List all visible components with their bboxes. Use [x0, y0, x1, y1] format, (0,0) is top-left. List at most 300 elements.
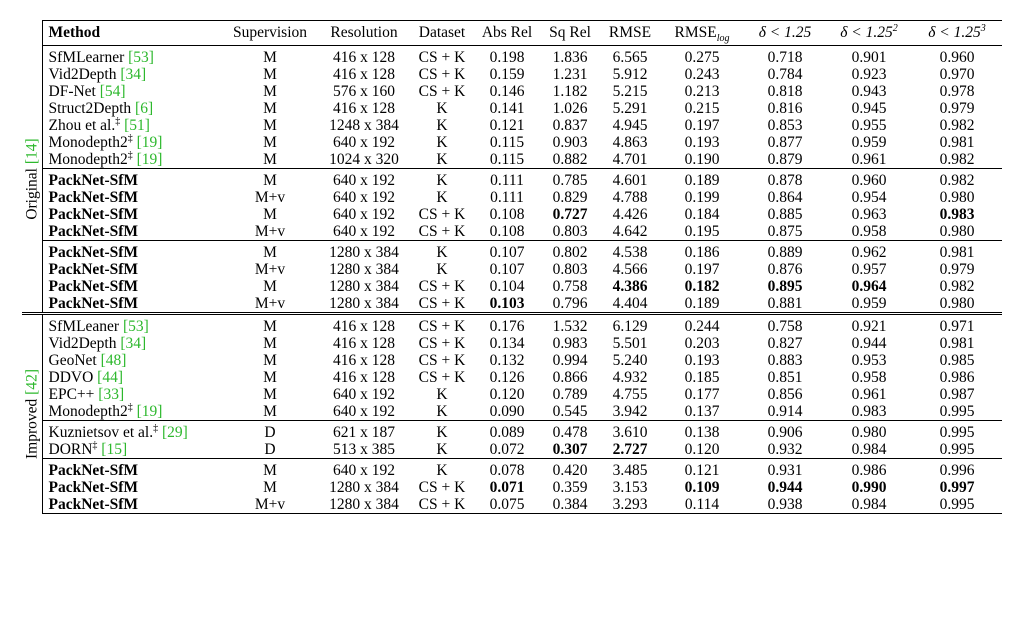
resolution-cell: 640 x 192 — [333, 386, 395, 403]
table-row — [22, 459, 1002, 480]
delta1-cell: 0.881 — [767, 295, 803, 312]
method-cell — [42, 223, 222, 241]
rmse-log-cell: 0.203 — [684, 335, 720, 352]
category-cell — [22, 46, 42, 314]
dataset-cell: CS + K — [418, 206, 466, 223]
citation-ref: [53] — [128, 49, 154, 66]
abs-rel-cell: 0.126 — [489, 369, 525, 386]
rmse-cell: 3.293 — [600, 496, 660, 514]
supervision-cell: M — [222, 241, 318, 262]
category-ref: [14] — [23, 138, 41, 164]
rmse-log-cell: 0.184 — [684, 206, 720, 223]
supervision-cell: M+v — [254, 295, 286, 312]
resolution-cell: 640 x 192 — [333, 206, 395, 223]
delta2-cell: 0.962 — [826, 241, 912, 262]
method-name: PackNet-SfM — [48, 496, 139, 513]
supervision-cell: M — [263, 206, 277, 223]
delta2-cell: 0.945 — [851, 100, 887, 117]
rmse-cell: 4.945 — [612, 117, 648, 134]
supervision-cell: M+v — [254, 189, 286, 206]
delta2-cell: 0.957 — [851, 261, 887, 278]
table-row — [22, 223, 1002, 241]
method-name: PackNet-SfM — [48, 244, 139, 261]
abs-rel-cell: 0.071 — [489, 479, 525, 496]
abs-rel-cell: 0.108 — [489, 223, 525, 240]
category-cell — [22, 314, 42, 514]
sq-rel-cell: 0.420 — [540, 459, 600, 480]
header-sq-rel: Sq Rel — [540, 21, 600, 46]
delta1-cell: 0.758 — [744, 314, 826, 336]
dataset-cell: K — [436, 189, 448, 206]
delta1-cell: 0.932 — [767, 441, 803, 458]
delta1-cell: 0.827 — [767, 335, 803, 352]
table-row — [22, 66, 1002, 83]
rmse-log-cell: 0.137 — [684, 403, 720, 420]
rmse-cell: 4.755 — [612, 386, 648, 403]
rmse-cell: 4.566 — [612, 261, 648, 278]
method-name: DDVO — [48, 369, 94, 386]
abs-rel-cell: 0.090 — [489, 403, 525, 420]
method-cell — [42, 295, 222, 314]
rmse-cell: 5.501 — [612, 335, 648, 352]
sq-rel-cell: 1.182 — [552, 83, 588, 100]
sq-rel-cell: 0.796 — [552, 295, 588, 312]
citation-ref: [34] — [120, 335, 147, 352]
resolution-cell: 416 x 128 — [333, 369, 395, 386]
method-cell — [42, 261, 222, 278]
method-cell — [42, 459, 222, 480]
supervision-cell: M — [263, 100, 277, 117]
category-label — [23, 138, 40, 219]
category-header-spacer — [22, 21, 42, 46]
dagger-mark: ‡ — [115, 115, 121, 127]
dagger-mark: ‡ — [127, 149, 133, 161]
method-cell — [42, 386, 222, 403]
rmse-cell: 6.565 — [612, 49, 648, 66]
delta2-cell: 0.963 — [851, 206, 887, 223]
sq-rel-cell: 0.478 — [540, 421, 600, 442]
dataset-cell: CS + K — [418, 369, 466, 386]
delta1-cell: 0.914 — [767, 403, 803, 420]
delta1-cell: 0.906 — [744, 421, 826, 442]
resolution-cell: 640 x 192 — [318, 459, 410, 480]
delta1-cell: 0.885 — [767, 206, 803, 223]
abs-rel-cell: 0.132 — [489, 352, 525, 369]
citation-ref: [15] — [101, 441, 128, 458]
rmse-log-cell: 0.213 — [684, 83, 720, 100]
sq-rel-cell: 0.789 — [552, 386, 588, 403]
abs-rel-cell: 0.141 — [489, 100, 525, 117]
method-cell — [42, 441, 222, 459]
delta3-cell: 0.979 — [939, 261, 975, 278]
abs-rel-cell: 0.089 — [474, 421, 540, 442]
method-name: PackNet-SfM — [48, 206, 139, 223]
results-table — [22, 20, 1002, 514]
delta1-cell: 0.895 — [767, 278, 803, 295]
delta3-cell: 0.987 — [939, 386, 975, 403]
sq-rel-cell: 0.829 — [552, 189, 588, 206]
resolution-cell: 416 x 128 — [318, 314, 410, 336]
dataset-cell: CS + K — [418, 278, 466, 295]
delta1-cell: 0.875 — [767, 223, 803, 240]
method-name: GeoNet — [48, 352, 97, 369]
header-abs-rel: Abs Rel — [474, 21, 540, 46]
sq-rel-cell: 0.882 — [552, 151, 588, 168]
rmse-log-cell: 0.193 — [684, 352, 720, 369]
method-cell — [42, 134, 222, 151]
delta3-cell: 0.982 — [939, 151, 975, 168]
rmse-cell: 4.701 — [612, 151, 648, 168]
delta3-cell: 0.979 — [939, 100, 975, 117]
delta3-cell: 0.971 — [912, 314, 1002, 336]
abs-rel-cell: 0.107 — [489, 261, 525, 278]
delta2-cell: 0.958 — [851, 223, 887, 240]
dataset-cell: K — [436, 261, 448, 278]
delta1-cell: 0.851 — [767, 369, 803, 386]
delta2-cell: 0.986 — [826, 459, 912, 480]
sq-rel-cell: 0.785 — [540, 169, 600, 190]
table-row — [22, 314, 1002, 336]
rmse-cell: 6.129 — [600, 314, 660, 336]
rmse-cell: 4.642 — [612, 223, 648, 240]
rmse-log-cell: 0.120 — [684, 441, 720, 458]
delta3-cell: 0.980 — [939, 295, 975, 312]
rmse-log-cell: 0.177 — [684, 386, 720, 403]
citation-ref: [53] — [122, 318, 149, 335]
rmse-log-cell: 0.199 — [684, 189, 720, 206]
delta3-cell: 0.970 — [939, 66, 975, 83]
delta3-cell: 0.981 — [912, 241, 1002, 262]
dataset-cell: K — [410, 421, 474, 442]
table-row — [22, 83, 1002, 100]
delta1-cell: 0.718 — [767, 49, 803, 66]
resolution-cell: 416 x 128 — [333, 335, 395, 352]
delta3-cell: 0.986 — [939, 369, 975, 386]
dataset-cell: CS + K — [418, 352, 466, 369]
abs-rel-cell: 0.072 — [489, 441, 525, 458]
method-cell — [42, 66, 222, 83]
delta2-cell: 0.960 — [826, 169, 912, 190]
supervision-cell: M — [263, 278, 277, 295]
method-cell — [42, 151, 222, 169]
header-rmse: RMSE — [600, 21, 660, 46]
category-name: Improved — [23, 395, 41, 460]
abs-rel-cell: 0.108 — [489, 206, 525, 223]
method-name: Vid2Depth — [48, 66, 117, 83]
resolution-cell: 621 x 187 — [318, 421, 410, 442]
rmse-log-cell: 0.114 — [660, 496, 744, 514]
delta1-cell: 0.816 — [767, 100, 803, 117]
sq-rel-cell: 0.307 — [552, 441, 588, 458]
delta2-cell: 0.984 — [826, 496, 912, 514]
delta3-cell: 0.980 — [939, 223, 975, 240]
delta3-cell: 0.981 — [939, 134, 975, 151]
resolution-cell: 1280 x 384 — [329, 278, 399, 295]
dataset-cell: K — [410, 241, 474, 262]
abs-rel-cell: 0.078 — [474, 459, 540, 480]
supervision-cell: M — [222, 169, 318, 190]
citation-ref: [44] — [97, 369, 123, 386]
table-row — [22, 100, 1002, 117]
method-cell — [42, 479, 222, 496]
dataset-cell: K — [436, 441, 448, 458]
rmse-cell: 5.240 — [612, 352, 648, 369]
table-row — [22, 261, 1002, 278]
header-delta1: δ < 1.25 — [744, 21, 826, 46]
table-row — [22, 496, 1002, 514]
dataset-cell: CS + K — [418, 49, 466, 66]
method-name: SfMLearner — [48, 49, 125, 66]
delta2-cell: 0.961 — [851, 386, 887, 403]
rmse-cell: 5.215 — [612, 83, 648, 100]
citation-ref: [19] — [136, 134, 163, 151]
rmse-log-cell: 0.197 — [684, 117, 720, 134]
citation-ref: [48] — [100, 352, 127, 369]
supervision-cell: M — [263, 49, 277, 66]
dataset-cell: K — [410, 169, 474, 190]
table-row — [22, 403, 1002, 421]
abs-rel-cell: 0.176 — [474, 314, 540, 336]
abs-rel-cell: 0.075 — [474, 496, 540, 514]
table-row — [22, 479, 1002, 496]
table-row — [22, 134, 1002, 151]
rmse-log-cell: 0.182 — [684, 278, 720, 295]
dagger-mark: ‡ — [92, 439, 98, 451]
delta1-cell: 0.853 — [767, 117, 803, 134]
sq-rel-cell: 0.359 — [552, 479, 588, 496]
citation-ref: [29] — [161, 424, 188, 441]
method-name: DF-Net — [48, 83, 96, 100]
delta2-cell: 0.953 — [851, 352, 887, 369]
sq-rel-cell: 0.903 — [552, 134, 588, 151]
abs-rel-cell: 0.115 — [489, 151, 525, 168]
delta2-cell: 0.921 — [826, 314, 912, 336]
delta3-cell: 0.996 — [912, 459, 1002, 480]
rmse-log-cell: 0.275 — [684, 49, 720, 66]
table-row — [22, 241, 1002, 262]
rmse-log-cell: 0.109 — [684, 479, 720, 496]
rmse-log-cell: 0.244 — [660, 314, 744, 336]
sq-rel-cell: 0.803 — [552, 223, 588, 240]
method-cell — [42, 314, 222, 336]
supervision-cell: M — [263, 134, 277, 151]
method-name: EPC++ — [48, 386, 95, 403]
sq-rel-cell: 0.384 — [540, 496, 600, 514]
sq-rel-cell: 0.994 — [552, 352, 588, 369]
dataset-cell: K — [436, 151, 448, 168]
supervision-cell: D — [222, 421, 318, 442]
delta3-cell: 0.997 — [939, 479, 975, 496]
delta3-cell: 0.995 — [939, 441, 975, 458]
results-table-container — [22, 20, 1002, 514]
rmse-cell: 3.610 — [600, 421, 660, 442]
sq-rel-cell: 1.532 — [540, 314, 600, 336]
sq-rel-cell: 0.758 — [552, 278, 588, 295]
abs-rel-cell: 0.146 — [489, 83, 525, 100]
dataset-cell: K — [436, 134, 448, 151]
rmse-log-cell: 0.121 — [660, 459, 744, 480]
delta2-cell: 0.980 — [826, 421, 912, 442]
rmse-log-cell: 0.190 — [684, 151, 720, 168]
rmse-cell: 4.601 — [600, 169, 660, 190]
delta1-cell: 0.944 — [767, 479, 803, 496]
rmse-cell: 4.538 — [600, 241, 660, 262]
citation-ref: [19] — [136, 403, 163, 420]
method-cell — [42, 169, 222, 190]
abs-rel-cell: 0.198 — [489, 49, 525, 66]
sq-rel-cell: 0.983 — [552, 335, 588, 352]
delta3-cell: 0.982 — [912, 169, 1002, 190]
abs-rel-cell: 0.134 — [489, 335, 525, 352]
rmse-cell: 3.485 — [600, 459, 660, 480]
delta3-cell: 0.982 — [939, 278, 975, 295]
resolution-cell: 416 x 128 — [333, 49, 395, 66]
delta1-cell: 0.877 — [767, 134, 803, 151]
delta2-cell: 0.964 — [851, 278, 887, 295]
dataset-cell: CS + K — [418, 335, 466, 352]
supervision-cell: D — [264, 441, 276, 458]
delta3-cell: 0.982 — [939, 117, 975, 134]
dataset-cell: CS + K — [410, 314, 474, 336]
dataset-cell: K — [436, 386, 448, 403]
delta2-cell: 0.944 — [851, 335, 887, 352]
rmse-cell: 4.863 — [612, 134, 648, 151]
delta3-cell: 0.995 — [912, 496, 1002, 514]
method-cell — [42, 46, 222, 67]
sq-rel-cell: 1.231 — [552, 66, 588, 83]
resolution-cell: 640 x 192 — [333, 134, 395, 151]
method-name: Zhou et al. — [48, 117, 116, 134]
delta3-cell: 0.978 — [939, 83, 975, 100]
category-label — [23, 369, 40, 459]
method-name: Struct2Depth — [48, 100, 132, 117]
citation-ref: [54] — [99, 83, 126, 100]
dataset-cell: CS + K — [418, 66, 466, 83]
supervision-cell: M+v — [254, 261, 286, 278]
table-body — [22, 46, 1002, 514]
delta3-cell: 0.995 — [912, 421, 1002, 442]
delta2-cell: 0.983 — [851, 403, 887, 420]
citation-ref: [33] — [98, 386, 125, 403]
delta1-cell: 0.938 — [744, 496, 826, 514]
sq-rel-cell: 0.545 — [552, 403, 588, 420]
rmse-cell: 2.727 — [612, 441, 648, 458]
delta2-cell: 0.923 — [851, 66, 887, 83]
supervision-cell: M — [263, 403, 277, 420]
method-name: PackNet-SfM — [48, 223, 139, 240]
method-name: Vid2Depth — [48, 335, 117, 352]
sq-rel-cell: 1.836 — [552, 49, 588, 66]
sq-rel-cell: 0.837 — [552, 117, 588, 134]
abs-rel-cell: 0.103 — [489, 295, 525, 312]
abs-rel-cell: 0.111 — [474, 169, 540, 190]
supervision-cell: M — [263, 369, 277, 386]
header-resolution: Resolution — [318, 21, 410, 46]
delta1-cell: 0.878 — [744, 169, 826, 190]
delta2-cell: 0.955 — [851, 117, 887, 134]
supervision-cell: M — [263, 479, 277, 496]
rmse-cell: 4.386 — [612, 278, 648, 295]
supervision-cell: M — [263, 117, 277, 134]
resolution-cell: 416 x 128 — [333, 352, 395, 369]
table-row — [22, 189, 1002, 206]
header-row — [22, 21, 1002, 46]
dagger-mark: ‡ — [127, 401, 133, 413]
table-row — [22, 421, 1002, 442]
method-name: SfMLeaner — [48, 318, 120, 335]
rmse-log-cell: 0.243 — [684, 66, 720, 83]
delta1-cell: 0.879 — [767, 151, 803, 168]
method-name: Monodepth2 — [48, 151, 128, 168]
method-name: PackNet-SfM — [48, 278, 139, 295]
supervision-cell: M — [263, 386, 277, 403]
resolution-cell: 1280 x 384 — [318, 496, 410, 514]
delta2-cell: 0.959 — [851, 295, 887, 312]
table-row — [22, 278, 1002, 295]
header-delta3: $\delta < 1.25^3$ — [912, 21, 1002, 46]
table-row — [22, 369, 1002, 386]
delta3-cell: 0.995 — [939, 403, 975, 420]
resolution-cell: 416 x 128 — [333, 66, 395, 83]
method-cell — [42, 206, 222, 223]
dataset-cell: CS + K — [418, 479, 466, 496]
delta1-cell: 0.784 — [767, 66, 803, 83]
abs-rel-cell: 0.159 — [489, 66, 525, 83]
resolution-cell: 640 x 192 — [333, 223, 395, 240]
rmse-log-cell: 0.185 — [684, 369, 720, 386]
table-row — [22, 206, 1002, 223]
method-name: PackNet-SfM — [48, 295, 139, 312]
supervision-cell: M — [263, 352, 277, 369]
citation-ref: [19] — [136, 151, 163, 168]
table-row — [22, 169, 1002, 190]
sq-rel-cell: 0.866 — [552, 369, 588, 386]
dataset-cell: CS + K — [418, 83, 466, 100]
rmse-cell: 5.291 — [612, 100, 648, 117]
sq-rel-cell: 1.026 — [552, 100, 588, 117]
rmse-log-cell: 0.215 — [684, 100, 720, 117]
method-name: PackNet-SfM — [48, 462, 139, 479]
delta2-cell: 0.943 — [851, 83, 887, 100]
delta1-cell: 0.876 — [767, 261, 803, 278]
delta3-cell: 0.981 — [939, 335, 975, 352]
rmse-cell: 4.932 — [612, 369, 648, 386]
method-cell — [42, 100, 222, 117]
delta2-cell: 0.959 — [851, 134, 887, 151]
delta1-cell: 0.931 — [744, 459, 826, 480]
category-ref: [42] — [23, 369, 41, 396]
rmse-log-cell: 0.195 — [684, 223, 720, 240]
abs-rel-cell: 0.121 — [489, 117, 525, 134]
category-name: Original — [23, 163, 41, 220]
header-supervision: Supervision — [222, 21, 318, 46]
delta2-cell: 0.990 — [851, 479, 887, 496]
method-cell — [42, 421, 222, 442]
abs-rel-cell: 0.115 — [489, 134, 525, 151]
citation-ref: [34] — [120, 66, 147, 83]
resolution-cell: 640 x 192 — [333, 189, 395, 206]
supervision-cell: M+v — [222, 496, 318, 514]
resolution-cell: 416 x 128 — [333, 100, 395, 117]
rmse-cell: 3.942 — [612, 403, 648, 420]
resolution-cell: 1280 x 384 — [318, 241, 410, 262]
table-row — [22, 335, 1002, 352]
rmse-cell: 5.912 — [612, 66, 648, 83]
rmse-log-cell: 0.189 — [684, 295, 720, 312]
resolution-cell: 513 x 385 — [333, 441, 395, 458]
supervision-cell: M — [222, 314, 318, 336]
method-cell — [42, 369, 222, 386]
